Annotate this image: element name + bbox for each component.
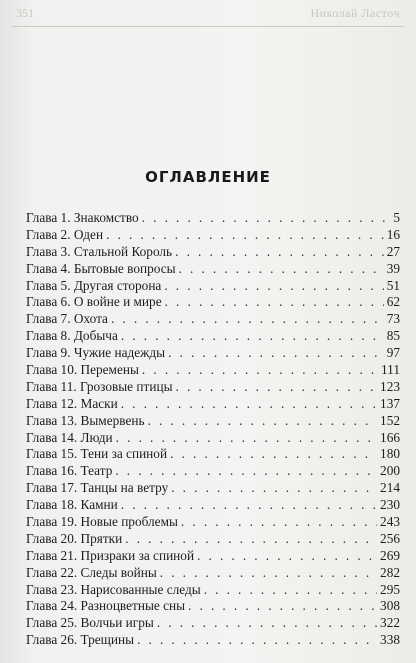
dot-leader xyxy=(157,615,377,632)
toc-entry-label: Глава 12. Маски xyxy=(26,395,118,411)
header-page-number: 351 xyxy=(16,6,34,20)
toc-entry-page: 269 xyxy=(380,547,400,563)
toc-entry-page: 295 xyxy=(380,581,400,597)
toc-entry xyxy=(26,463,400,480)
dot-leader xyxy=(115,463,377,480)
toc-entry-label: Глава 25. Волчьи игры xyxy=(26,615,154,631)
toc-entry-page: 62 xyxy=(386,294,400,310)
toc-entry xyxy=(26,261,400,278)
toc-entry-page: 39 xyxy=(386,260,400,276)
toc-entry-label: Глава 26. Трещины xyxy=(26,632,135,648)
toc-entry xyxy=(26,480,400,497)
toc-entry xyxy=(26,514,400,531)
toc-entry-label: Глава 17. Танцы на ветру xyxy=(26,480,169,496)
toc-entry xyxy=(26,345,400,362)
toc-entry-label: Глава 19. Новые проблемы xyxy=(26,514,178,530)
toc-entry-page: 123 xyxy=(380,378,400,394)
toc-entry-page: 152 xyxy=(380,412,400,428)
dot-leader xyxy=(165,294,384,311)
dot-leader xyxy=(171,480,377,497)
toc-entry-label: Глава 6. О войне и мире xyxy=(26,294,162,310)
toc-entry xyxy=(26,446,400,463)
dot-leader xyxy=(164,278,383,295)
toc-entry-label: Глава 7. Охота xyxy=(26,311,108,327)
toc-entry xyxy=(26,497,400,514)
toc-entry-page: 308 xyxy=(380,598,400,614)
toc-entry xyxy=(26,227,400,244)
dot-leader xyxy=(106,227,384,244)
toc-entry-label: Глава 3. Стальной Король xyxy=(26,243,173,259)
dot-leader xyxy=(188,598,377,615)
toc-entry-label: Глава 8. Добыча xyxy=(26,328,118,344)
toc-entry xyxy=(26,413,400,430)
dot-leader xyxy=(111,311,384,328)
running-header xyxy=(12,0,404,27)
toc-entry xyxy=(26,210,400,227)
toc-entry xyxy=(26,548,400,565)
dot-leader xyxy=(179,261,384,278)
dot-leader xyxy=(142,210,391,227)
dot-leader xyxy=(176,379,378,396)
dot-leader xyxy=(170,446,377,463)
toc-entry-page: 338 xyxy=(380,632,400,648)
toc-entry-label: Глава 22. Следы войны xyxy=(26,564,157,580)
toc-entry-page: 282 xyxy=(380,564,400,580)
toc-entry-label: Глава 5. Другая сторона xyxy=(26,277,162,293)
dot-leader xyxy=(142,362,378,379)
toc-entry-label: Глава 18. Камни xyxy=(26,497,118,513)
dot-leader xyxy=(175,244,384,261)
toc-entry-label: Глава 15. Тени за спиной xyxy=(26,446,168,462)
dot-leader xyxy=(148,413,377,430)
toc-entry-page: 256 xyxy=(380,530,400,546)
toc-entry-label: Глава 1. Знакомство xyxy=(26,210,139,225)
toc-entry-page: 111 xyxy=(381,362,400,378)
toc-entry xyxy=(26,294,400,311)
toc-entry-page: 85 xyxy=(386,328,400,344)
toc-entry xyxy=(26,565,400,582)
dot-leader xyxy=(121,497,377,514)
toc-entry xyxy=(26,430,400,447)
toc-entry xyxy=(26,328,400,345)
toc-entry-label: Глава 16. Театр xyxy=(26,463,113,479)
toc-entry-page: 166 xyxy=(380,429,400,445)
toc-entry-label: Глава 13. Вымервень xyxy=(26,412,145,428)
dot-leader xyxy=(121,396,377,413)
bleed-through-text xyxy=(24,34,398,162)
toc-entry-page: 51 xyxy=(386,277,400,293)
toc-entry-label: Глава 21. Призраки за спиной xyxy=(26,547,195,563)
toc-entry xyxy=(26,615,400,632)
toc-entry-label: Глава 10. Перемены xyxy=(26,362,139,378)
toc-entry xyxy=(26,531,400,548)
toc-entry-page: 5 xyxy=(393,210,400,225)
toc-entry xyxy=(26,244,400,261)
toc-entry-label: Глава 9. Чужие надежды xyxy=(26,345,166,361)
dot-leader xyxy=(204,582,377,599)
toc-entry xyxy=(26,379,400,396)
dot-leader xyxy=(181,514,377,531)
header-author: Николай Ласточ xyxy=(310,6,400,20)
toc-entry-page: 97 xyxy=(386,345,400,361)
toc-entry-label: Глава 11. Грозовые птицы xyxy=(26,378,173,394)
toc-entry xyxy=(26,598,400,615)
toc-entry-page: 243 xyxy=(380,514,400,530)
dot-leader xyxy=(197,548,377,565)
dot-leader xyxy=(160,565,377,582)
toc-entry-page: 16 xyxy=(386,226,400,242)
toc-entry-label: Глава 23. Нарисованные следы xyxy=(26,581,201,597)
toc-entry-page: 230 xyxy=(380,497,400,513)
toc-entry-page: 200 xyxy=(380,463,400,479)
dot-leader xyxy=(137,632,377,649)
toc-entry-page: 27 xyxy=(386,243,400,259)
toc-entry-label: Глава 14. Люди xyxy=(26,429,113,445)
toc-entry-page: 322 xyxy=(380,615,400,631)
dot-leader xyxy=(116,430,377,447)
toc-entry-label: Глава 20. Прятки xyxy=(26,530,123,546)
dot-leader xyxy=(168,345,384,362)
dot-leader xyxy=(125,531,377,548)
toc-title: ОГЛАВЛЕНИЕ xyxy=(145,168,271,186)
toc-entry xyxy=(26,362,400,379)
table-of-contents xyxy=(26,210,400,649)
toc-entry-page: 73 xyxy=(386,311,400,327)
dot-leader xyxy=(121,328,384,345)
toc-entry-page: 137 xyxy=(380,395,400,411)
toc-entry-label: Глава 24. Разноцветные сны xyxy=(26,598,186,614)
toc-entry xyxy=(26,278,400,295)
toc-entry xyxy=(26,632,400,649)
toc-entry-label: Глава 2. Оден xyxy=(26,226,104,242)
toc-entry xyxy=(26,311,400,328)
toc-entry xyxy=(26,396,400,413)
toc-entry-label: Глава 4. Бытовые вопросы xyxy=(26,260,176,276)
toc-entry-page: 214 xyxy=(380,480,400,496)
toc-entry xyxy=(26,582,400,599)
toc-entry-page: 180 xyxy=(380,446,400,462)
